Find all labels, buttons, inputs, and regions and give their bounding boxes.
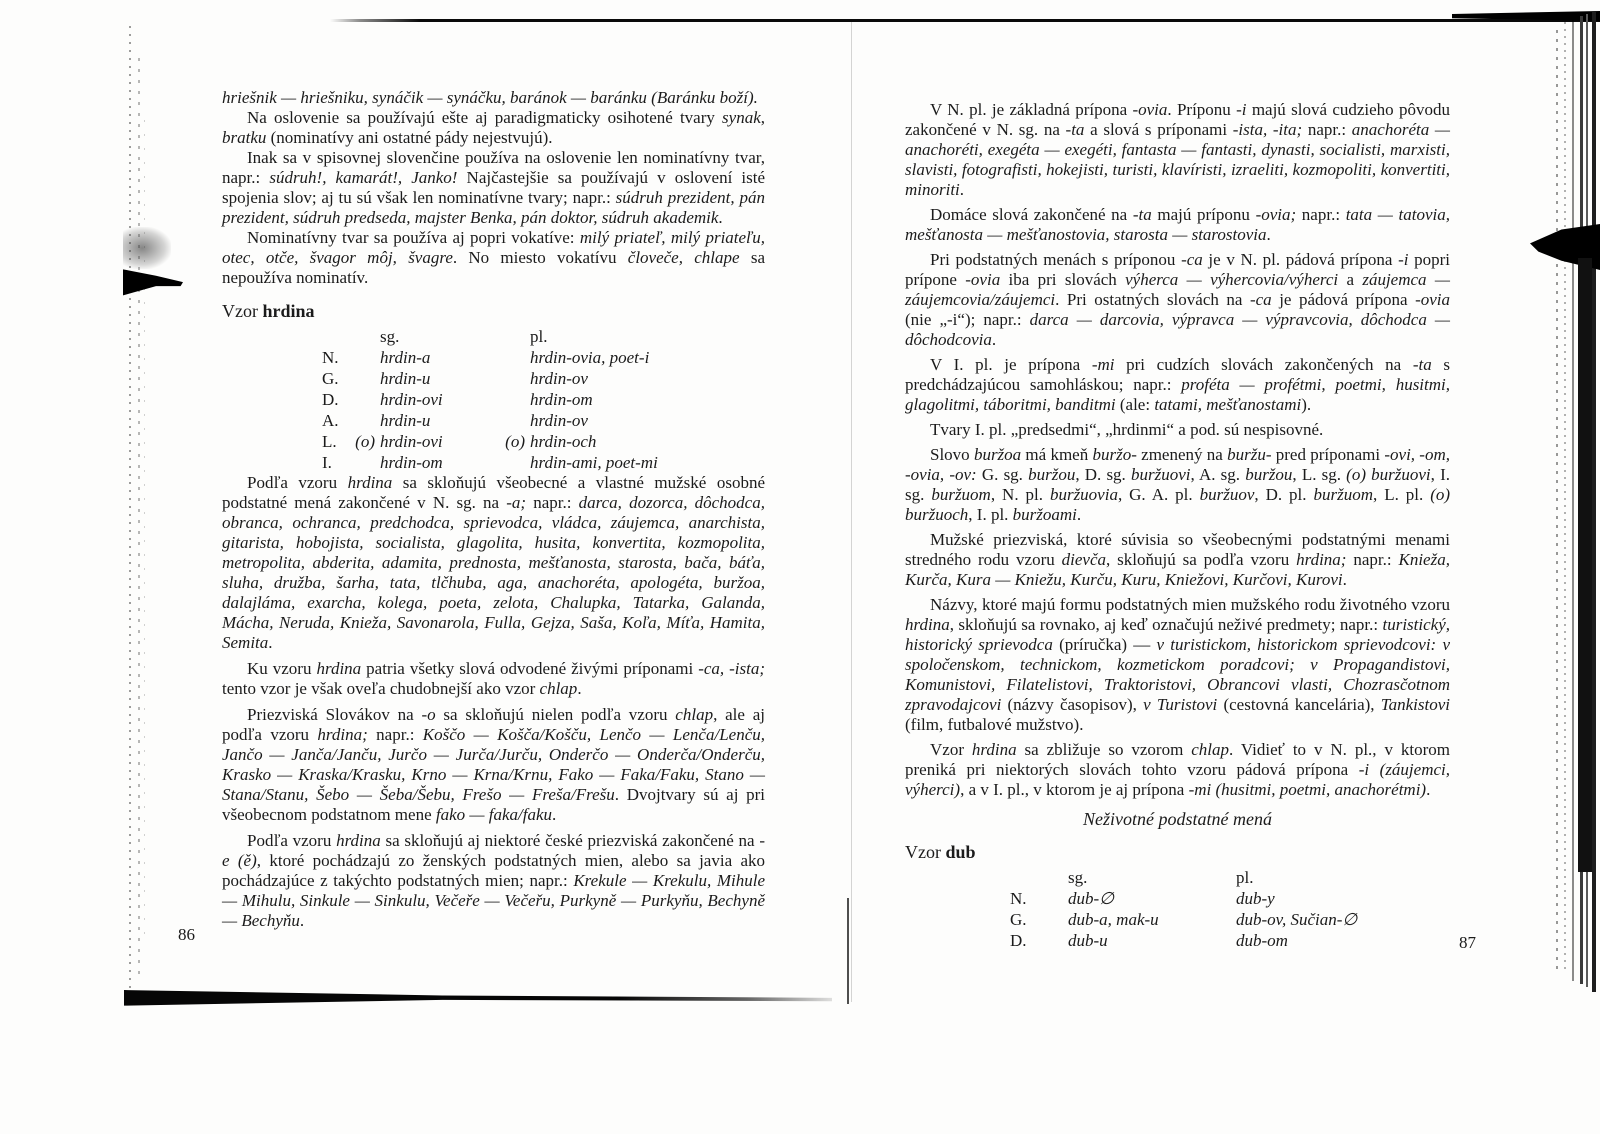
declension-table-hrdina [322, 326, 765, 473]
text-run: pri cudzích slovách zakončených na [1114, 355, 1413, 374]
pattern-heading-dub [905, 842, 1450, 862]
italic-run: darca — darcovia, výpravca — výpravcovia, dôchodca — dôchodcovia [905, 310, 1451, 349]
text-run: Vzor [222, 301, 263, 321]
text-run: , skloňujú sa podľa vzoru [1106, 550, 1297, 569]
italic-run: (o) buržuovi [1346, 465, 1431, 484]
table-row [1010, 909, 1450, 930]
table-header-row [1010, 867, 1450, 888]
text-run: (cestovná kancelária), [1217, 695, 1381, 714]
text-run: s predchádzajúcou samohláskou; napr.: [905, 355, 1450, 394]
italic-run: buržou [1028, 465, 1076, 484]
italic-run: Koščo — Košča/Košču, Lenčo — Lenča/Lenču, Jančo — Janča/Janču, Jurčo — Jurča/Jurču, Onderčo — Onderča/Onderču, Krasko — Kraska/Krasku, Krno — Krna/Krnu, Fako — Faka/Faku, Stano — Stana/Stanu, Šebo — Šeba/Šebu, Frešo — Freša/Frešu [222, 725, 765, 804]
scan-artifact-page-edge-shadow [1578, 258, 1592, 872]
text-run: napr.: [1302, 120, 1352, 139]
paragraph [222, 88, 765, 108]
italic-run: -mi (husitmi, poetmi, anachorétmi) [1188, 780, 1427, 799]
italic-run: -i (záujemci, výherci) [905, 760, 1450, 799]
italic-run: -ta [1132, 205, 1152, 224]
text-run: . Vidieť to v N. pl., v ktorom preniká pri niektorých slovách tohto vzoru pádová prípona [905, 740, 1451, 779]
text-run: . [1426, 780, 1431, 799]
italic-run: darca, dozorca, dôchodca, obranca, ochranca, predchodca, sprievodca, vládca, záujemca, anarchista, gitarista, hobojista, socialista, glagolita, husita, konvertita, kozmopolita, metropolita, abderita, adamita, prednosta, mešťanosta, starosta, bača, báťa, sluha, družba, šarha, tata, tlčhuba, aga, anachoréta, apologéta, buržoa, dalajláma, exarcha, kolega, poeta, zelota, Chalupka, Tatarka, Galanda, Mácha, Neruda, Knieža, Savonarola, Fulla, Gejza, Saša, Koľa, Míťa, Hamita, Semita [222, 493, 765, 652]
italic-run: buržo- [1092, 445, 1137, 464]
text-run: napr.: [1346, 550, 1399, 569]
text-run: majú slová cudzieho pôvodu zakončené v N. sg. na [905, 100, 1450, 139]
table-row [322, 452, 765, 473]
text-run: sa skloňujú aj niektoré české priezviská zakončené na [380, 831, 760, 850]
table-cell [500, 368, 530, 389]
table-cell: hrdin-ov [530, 369, 588, 388]
scan-artifact-top-edge-line [330, 19, 1600, 22]
italic-run: v Turistovi [1143, 695, 1218, 714]
table-row [322, 347, 765, 368]
italic-run: -ovia [965, 270, 1001, 289]
italic-run: -ta [1412, 355, 1432, 374]
text-run: sa nepoužíva nominatív. [222, 248, 765, 287]
italic-run: buržoa [973, 445, 1022, 464]
table-cell: hrdin-ovi [380, 432, 443, 451]
italic-run: tata — tatovia, mešťanosta — mešťanostovia, starosta — starostovia [905, 205, 1450, 244]
scan-artifact-page-edge-texture [1564, 22, 1566, 972]
paragraph [905, 420, 1450, 440]
scan-artifact-page-edge-texture [1556, 30, 1558, 970]
text-run: . Dvojtvary sú aj pri všeobecnom podstatnom mene [222, 785, 766, 824]
table-cell: hrdin-u [380, 369, 431, 388]
table-row [322, 431, 765, 452]
text-run: je v N. pl. pádová prípona [1202, 250, 1399, 269]
right-page-paragraphs [905, 100, 1450, 800]
text-run: , G. A. pl. [1117, 485, 1200, 504]
italic-run: hrdina; [317, 725, 368, 744]
text-run: Mužské priezviská, ktoré súvisia so všeobecnými podstatnými menami stredného rodu vzoru [905, 530, 1450, 569]
text-run: Priezviská Slovákov na [247, 705, 422, 724]
text-run: tento vzor je však oveľa chudobnejší ako vzor [222, 679, 540, 698]
italic-run: -e (ě) [222, 831, 765, 870]
italic-run: synak [722, 108, 761, 127]
italic-run: -ista, -ita; [1232, 120, 1303, 139]
table-cell: dub-∅ [1068, 889, 1114, 908]
text-run: , [760, 108, 765, 127]
table-cell: dub-u [1068, 931, 1108, 950]
italic-run: buržu- [1227, 445, 1272, 464]
left-page-text-column [222, 88, 765, 931]
text-run: , I. pl. [968, 505, 1013, 524]
table-cell: N. [322, 348, 339, 367]
scan-artifact-bottom-edge [124, 989, 832, 1006]
right-page-text-column [905, 100, 1450, 951]
text-run: a [1338, 270, 1363, 289]
text-run: sa skloňujú nielen podľa vzoru [435, 705, 676, 724]
table-cell: G. [1010, 910, 1027, 929]
paragraph [905, 250, 1450, 350]
table-cell: (o) [355, 432, 375, 451]
italic-run: proféta — profétmi, poetmi, husitmi, glagolitmi, táboritmi, banditmi [905, 375, 1450, 414]
text-run: Ku vzoru [247, 659, 317, 678]
text-run: Tvary I. pl. „predsedmi“, „hrdinmi“ a pod. sú nespisovné. [930, 420, 1324, 439]
italic-run: Krekule — Krekulu, Mihule — Mihulu, Sinkule — Sinkulu, Večeře — Večeřu, Purkyně — Purkyňu, Bechyně — Bechyňu [222, 871, 766, 930]
table-cell: hrdin-a [380, 348, 431, 367]
text-run: . [268, 633, 273, 652]
text-run: , skloňujú sa rovnako, aj keď označujú neživé predmety; napr.: [949, 615, 1383, 634]
table-cell [1010, 867, 1038, 888]
italic-run: bratku [222, 128, 267, 147]
text-run: . Príponu [1167, 100, 1237, 119]
italic-run: buržoami [1012, 505, 1077, 524]
text-run: , ale aj podľa vzoru [222, 705, 765, 744]
text-run: . [959, 180, 965, 199]
italic-run: hrdina [347, 473, 393, 492]
text-run: majú príponu [1151, 205, 1256, 224]
table-cell: sg. [1068, 868, 1088, 887]
text-run: , L. sg. [1292, 465, 1347, 484]
italic-run: v turistickom, historickom sprievodcovi: v spoločenskom, technickom, kozmetickom poradcovi; v Propagandistovi, Komunistovi, Filatelistovi, Traktoristovi, Obrancovi vlasti, Chozrasčotnom zpravodajcovi [905, 635, 1450, 714]
table-cell: hrdin-om [380, 453, 443, 472]
italic-run: milý priateľ, milý priateľu, otec, otče, švagor môj, švagre [222, 228, 765, 267]
declension-table-dub [1010, 867, 1450, 951]
italic-run: súdruh prezident, pán prezident, súdruh predseda, majster Benka, pán doktor, súdruh akademik [222, 188, 765, 227]
italic-run: -ovia; [1255, 205, 1297, 224]
text-run: , a v I. pl., v ktorom je aj prípona [960, 780, 1189, 799]
text-run: , D. pl. [1254, 485, 1314, 504]
paragraph [222, 473, 765, 653]
italic-run: tatami, mešťanostami [1154, 395, 1302, 414]
table-cell: A. [322, 411, 339, 430]
table-cell [350, 389, 380, 410]
italic-run: -i [1398, 250, 1409, 269]
italic-run: hrdina [316, 659, 362, 678]
paragraph [905, 445, 1450, 525]
text-run: G. sg. [976, 465, 1029, 484]
table-cell [1206, 909, 1236, 930]
table-cell [322, 326, 350, 347]
page-number-right: 87 [1459, 933, 1476, 952]
text-run: Na oslovenie sa používajú ešte aj paradigmaticky osihotené tvary [247, 108, 723, 127]
table-cell: hrdin-ov [530, 411, 588, 430]
text-run: V N. pl. je základná prípona [930, 100, 1133, 119]
paragraph [905, 740, 1450, 800]
table-cell: hrdin-ovi [380, 390, 443, 409]
italic-run: buržuovia [1049, 485, 1118, 504]
table-row [1010, 930, 1450, 951]
text-run: Podľa vzoru [247, 831, 337, 850]
scan-artifact-ink-blot [123, 267, 183, 296]
text-run: iba pri slovách [1000, 270, 1126, 289]
italic-run: dievča [1061, 550, 1106, 569]
text-run: (ale: [1115, 395, 1155, 414]
text-run: Názvy, ktoré majú formu podstatných mien mužského rodu životného vzoru [930, 595, 1450, 614]
text-run: a slová s príponami [1084, 120, 1233, 139]
table-cell [1206, 930, 1236, 951]
text-run: (príručka) — [1052, 635, 1157, 654]
paragraph [222, 705, 765, 825]
text-run: Vzor [905, 842, 946, 862]
text-run: (názvy časopisov), [1001, 695, 1144, 714]
italic-run: chlap [539, 679, 578, 698]
paragraph [222, 148, 765, 228]
italic-run: -ovia [1415, 290, 1450, 309]
paragraph [905, 355, 1450, 415]
italic-run: -ta [1065, 120, 1085, 139]
table-cell: G. [322, 369, 339, 388]
table-cell: D. [322, 390, 339, 409]
italic-run: človeče, chlape [627, 248, 740, 267]
table-cell [1038, 867, 1068, 888]
text-run: , N. pl. [990, 485, 1050, 504]
italic-run: hrdina [336, 831, 381, 850]
text-run: . [577, 679, 582, 698]
text-run: Slovo [930, 445, 974, 464]
text-run: . [1342, 570, 1347, 589]
italic-run: hrdina [971, 740, 1017, 759]
text-run: ). [1301, 395, 1312, 414]
table-cell [350, 410, 380, 431]
text-run: je pádová prípona [1271, 290, 1416, 309]
table-cell: dub-y [1236, 889, 1275, 908]
table-row [322, 410, 765, 431]
table-cell: hrdin-om [530, 390, 593, 409]
italic-run: hrdina; [1296, 550, 1347, 569]
italic-run: buržuov [1199, 485, 1255, 504]
table-cell: I. [322, 453, 332, 472]
italic-run: -i [1236, 100, 1247, 119]
italic-run: -ca, -ista; [698, 659, 766, 678]
text-run: . Pri ostatných slovách na [1055, 290, 1250, 309]
italic-run: buržuom [1313, 485, 1373, 504]
text-run: napr.: [526, 493, 579, 512]
scan-artifact-page-edge-line [1592, 12, 1596, 992]
italic-run: hriešnik — hriešniku, synáčik — synáčku, baránok — baránku (Baránku boží). [222, 88, 758, 107]
text-run: . No miesto vokatívu [452, 248, 628, 267]
text-run: , L. pl. [1373, 485, 1431, 504]
table-cell: L. [322, 432, 337, 451]
text-run: (nie „-i“); napr.: [905, 310, 1030, 329]
italic-run: -ca [1181, 250, 1203, 269]
bold-run: hrdina [262, 301, 315, 321]
paragraph [905, 100, 1450, 200]
table-cell [1038, 930, 1068, 951]
left-page-bottom-paragraphs [222, 473, 765, 931]
table-cell [500, 347, 530, 368]
text-run: Nominatívny tvar sa používa aj popri vokatíve: [247, 228, 580, 247]
scan-artifact-smudge [123, 227, 171, 269]
text-run: napr.: [1296, 205, 1346, 224]
table-cell [350, 452, 380, 473]
table-cell [500, 326, 530, 347]
table-cell [350, 326, 380, 347]
text-run: V I. pl. je prípona [930, 355, 1092, 374]
text-run: patria všetky slová odvodené živými príponami [361, 659, 699, 678]
scan-artifact-gutter-line [851, 22, 852, 1002]
italic-run: fako — faka/faku [435, 805, 553, 824]
italic-run: chlap [675, 705, 714, 724]
text-run: má kmeň [1021, 445, 1093, 464]
paragraph [222, 108, 765, 148]
table-cell: dub-a, mak-u [1068, 910, 1159, 929]
text-run: . [718, 208, 723, 227]
table-cell [1038, 888, 1068, 909]
left-page-top-paragraphs [222, 88, 765, 288]
paragraph [905, 530, 1450, 590]
table-cell [500, 452, 530, 473]
paragraph [222, 659, 765, 699]
paragraph [222, 228, 765, 288]
italic-run: -mi [1091, 355, 1115, 374]
italic-run: anachoréta — anachoréti, exegéta — exegéti, fantasta — fantasti, dynasti, socialisti, marxisti, slavisti, fotografisti, hokejisti, turisti, klavíristi, izraeliti, kozmopoliti, konvertiti, minoriti [905, 120, 1451, 199]
italic-run: súdruh!, kamarát!, Janko! [269, 168, 458, 187]
table-cell: (o) [505, 432, 525, 451]
paragraph [905, 205, 1450, 245]
table-header-row [322, 326, 765, 347]
table-row [322, 368, 765, 389]
italic-run: Knieža, Kurča, Kura — Kniežu, Kurču, Kuru, Kniežovi, Kurčovi, Kurovi [905, 550, 1450, 589]
text-run: . [1076, 505, 1082, 524]
scan-artifact-left-dotted-line [129, 26, 131, 991]
table-row [322, 389, 765, 410]
italic-run: Neživotné podstatné mená [1083, 809, 1272, 829]
italic-run: záujemca — záujemcovia/záujemci [905, 270, 1450, 309]
italic-run: výherca — výhercovia/výherci [1125, 270, 1339, 289]
text-run: , D. sg. [1075, 465, 1131, 484]
scan-artifact-gutter-shadow [847, 898, 849, 1004]
text-run: , ktoré pochádzajú zo ženských podstatných mien, alebo sa javia ako pochádzajúce z takýchto podstatných mien; napr.: [222, 851, 765, 890]
italic-run: buržuovi [1130, 465, 1191, 484]
text-run: zmenený na [1136, 445, 1228, 464]
text-run: Inak sa v spisovnej slovenčine používa na oslovenie len nominatívny tvar, napr.: [222, 148, 765, 187]
table-row [1010, 888, 1450, 909]
italic-run: -a; [506, 493, 527, 512]
italic-run: chlap [1191, 740, 1230, 759]
paragraph [905, 595, 1450, 735]
italic-run: -ovia [1132, 100, 1168, 119]
table-cell [1206, 867, 1236, 888]
italic-run: Tankistovi [1380, 695, 1451, 714]
pattern-heading-hrdina [222, 301, 765, 321]
text-run: . [299, 911, 305, 930]
table-cell [1206, 888, 1236, 909]
table-cell [350, 368, 380, 389]
paragraph [222, 831, 765, 931]
text-run: Najčastejšie sa používajú v oslovení isté spojenia slov; aj tu sú však len nominatívne tvary; napr.: [222, 168, 765, 207]
table-cell: N. [1010, 889, 1027, 908]
text-run: (nominatívy ani ostatné pády nejestvujú). [266, 128, 553, 147]
section-heading-nezivotne [905, 809, 1450, 829]
text-run: Vzor [930, 740, 972, 759]
scan-artifact-left-dotted-line [138, 58, 140, 978]
table-cell: hrdin-ovia, poet-i [530, 348, 650, 367]
table-cell: hrdin-ami, poet-mi [530, 453, 658, 472]
text-run: . [991, 330, 997, 349]
table-cell: dub-ov, Sučian-∅ [1236, 910, 1358, 929]
italic-run: -ca [1249, 290, 1272, 309]
italic-run: (o) buržuoch [905, 485, 1451, 524]
italic-run: -ovi, -om, -ovia, -ov: [905, 445, 1450, 484]
italic-run: buržou [1245, 465, 1293, 484]
table-cell: sg. [380, 327, 400, 346]
text-run: sa zbližuje so vzorom [1016, 740, 1192, 759]
table-cell [1038, 909, 1068, 930]
table-cell: pl. [1236, 868, 1254, 887]
text-run: pred príponami [1271, 445, 1385, 464]
bold-run: dub [945, 842, 976, 862]
table-cell [350, 347, 380, 368]
table-cell: pl. [530, 327, 548, 346]
table-cell [500, 410, 530, 431]
text-run: , A. sg. [1190, 465, 1246, 484]
text-run: Pri podstatných menách s príponou [930, 250, 1182, 269]
text-run: . [552, 805, 557, 824]
table-cell: hrdin-u [380, 411, 431, 430]
scan-artifact-page-edge-line [1572, 18, 1574, 981]
italic-run: buržuom [931, 485, 991, 504]
text-run: popri prípone [905, 250, 1450, 289]
text-run: Domáce slová zakončené na [930, 205, 1133, 224]
text-run: . [1266, 225, 1271, 244]
text-run: (film, futbalové mužstvo). [905, 715, 1084, 734]
text-run: napr.: [367, 725, 423, 744]
table-cell: D. [1010, 931, 1027, 950]
page-number-left: 86 [178, 925, 195, 944]
text-run: sa skloňujú všeobecné a vlastné mužské osobné podstatné mená zakončené v N. sg. na [222, 473, 765, 512]
italic-run: turistický, historický sprievodca [905, 615, 1450, 654]
text-run: Podľa vzoru [247, 473, 348, 492]
italic-run: hrdina [905, 615, 950, 634]
table-cell [500, 389, 530, 410]
text-run: , I. sg. [905, 465, 1450, 504]
table-cell: hrdin-och [530, 432, 597, 451]
table-cell: dub-om [1236, 931, 1288, 950]
italic-run: -o [421, 705, 436, 724]
